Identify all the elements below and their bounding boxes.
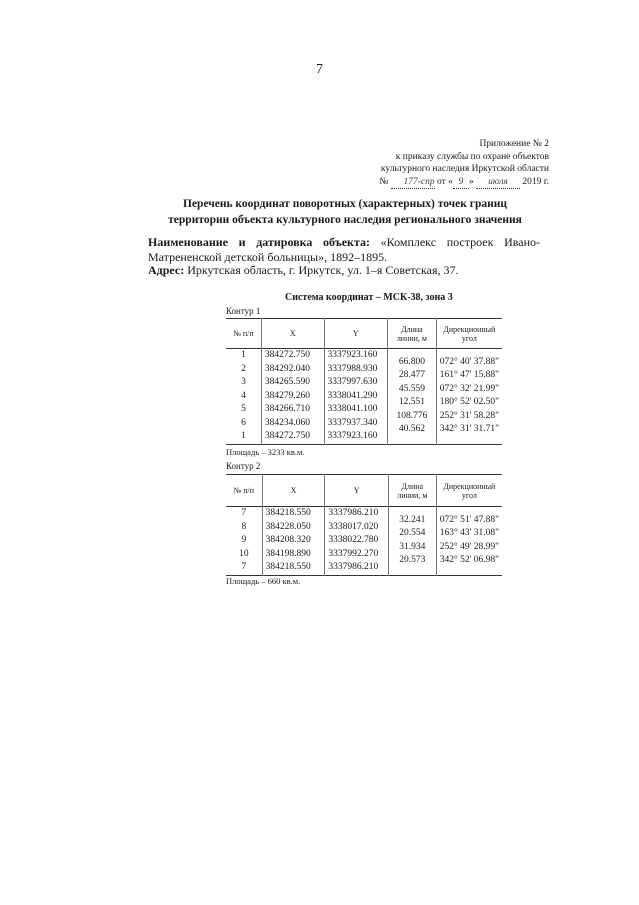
segment-angle: 072° 51' 47.88" bbox=[439, 514, 499, 525]
segment-length: 108.776 bbox=[396, 410, 428, 421]
segment-length: 31.934 bbox=[399, 541, 426, 552]
segment-angle: 342° 31' 31.71" bbox=[439, 424, 499, 434]
table-row: 4 384279.260 3338041.290 45.559 072° 32' 21.99" bbox=[226, 390, 502, 404]
segment-length: 20.573 bbox=[399, 555, 426, 565]
table-row: 8 384228.050 3338017.020 32.241 072° 51' 47.88" bbox=[226, 521, 502, 535]
contour-1-area: Площадь – 3233 кв.м. bbox=[226, 447, 305, 457]
table-row: 9 384208.320 3338022.780 20.554 163° 43' 31.08" bbox=[226, 534, 502, 548]
contour-2-table bbox=[226, 474, 502, 576]
col-angle-header: Дирекционный угол bbox=[443, 324, 496, 343]
object-value: «Комплекс построек Ивано-Матрененской детской больницы», 1892–1895. bbox=[148, 235, 541, 264]
appendix-title: Приложение № 2 bbox=[479, 139, 549, 149]
col-y-header: Y bbox=[324, 319, 388, 349]
object-name-block bbox=[148, 235, 540, 264]
col-angle-header: Дирекционный угол bbox=[443, 481, 496, 500]
appendix-line-service: культурного наследия Иркутской области bbox=[380, 164, 549, 174]
segment-angle: 072° 40' 37.88" bbox=[439, 356, 499, 367]
col-number-header: № п/п bbox=[226, 475, 262, 507]
segment-angle: 072° 32' 21.99" bbox=[439, 383, 499, 394]
table-row: 7 384218.550 3337986.210 bbox=[226, 507, 502, 521]
segment-angle: 161° 47' 15.88" bbox=[439, 370, 499, 380]
segment-length: 20.554 bbox=[399, 528, 426, 538]
page-number: 7 bbox=[316, 62, 323, 77]
table-row: 2 384292.040 3337988.930 66.800 072° 40' 37.88" bbox=[226, 363, 502, 377]
appendix-line-order: к приказу службы по охране объектов bbox=[395, 151, 549, 162]
coordinate-system-title: Система координат – МСК-38, зона 3 bbox=[285, 292, 453, 303]
segment-angle: 252° 31' 58.28" bbox=[439, 410, 499, 421]
table-row: 1 384272.750 3337923.160 bbox=[226, 349, 502, 363]
address-block bbox=[148, 263, 540, 278]
col-length-header: Длина линии, м bbox=[388, 475, 436, 507]
segment-length: 28.477 bbox=[398, 370, 425, 380]
order-year: 2019 г. bbox=[522, 176, 549, 187]
segment-length: 66.800 bbox=[398, 356, 425, 367]
segment-angle: 342° 52' 06.98" bbox=[439, 555, 499, 565]
segment-length: 32.241 bbox=[399, 514, 426, 525]
table-row: 1 384272.750 3337923.160 40.562 342° 31' 31.71" bbox=[226, 430, 502, 444]
table-row: 6 384234.060 3337937.340 108.776 252° 31' 58.28" bbox=[226, 417, 502, 431]
table-row: 7 384218.550 3337986.210 20.573 342° 52' 06.98" bbox=[226, 561, 502, 575]
segment-angle: 180° 52' 02.50" bbox=[439, 397, 499, 407]
table-row: 5 384266.710 3338041.100 12.551 180° 52' 02.50" bbox=[226, 403, 502, 417]
contour-1-table bbox=[226, 318, 502, 445]
col-x-header: X bbox=[261, 319, 324, 349]
segment-angle: 163° 43' 31.08" bbox=[439, 528, 499, 538]
contour-2-label: Контур 2 bbox=[226, 461, 261, 471]
contour-1-label: Контур 1 bbox=[226, 306, 261, 316]
address-label: Адрес: bbox=[148, 263, 185, 277]
appendix-order-number: № 177-спр от « 9 » июля 2019 г. bbox=[289, 176, 549, 190]
segment-angle: 252° 49' 28.99" bbox=[439, 541, 499, 552]
address-value: Иркутская область, г. Иркутск, ул. 1–я Советская, 37. bbox=[187, 263, 459, 277]
order-day: 9 bbox=[453, 176, 469, 190]
order-number-value: 177-спр bbox=[391, 176, 435, 190]
document-heading: Перечень координат поворотных (характерных) точек границ территории объекта культурного наследия регионального значения bbox=[168, 198, 522, 226]
col-x-header: X bbox=[262, 475, 325, 507]
order-month: июля bbox=[476, 176, 520, 190]
col-length-header: Длина линии, м bbox=[388, 319, 437, 349]
col-number-header: № п/п bbox=[226, 319, 261, 349]
segment-length: 40.562 bbox=[398, 424, 425, 434]
appendix-header bbox=[289, 138, 549, 189]
segment-length: 12.551 bbox=[398, 397, 425, 407]
table-row: 3 384265.590 3337997.630 28.477 161° 47' 15.88" bbox=[226, 376, 502, 390]
object-label: Наименование и датировка объекта: bbox=[148, 235, 371, 249]
contour-2-area: Площадь – 660 кв.м. bbox=[226, 576, 301, 586]
col-y-header: Y bbox=[325, 475, 389, 507]
segment-length: 45.559 bbox=[398, 383, 425, 394]
table-row: 10 384198.890 3337992.270 31.934 252° 49' 28.99" bbox=[226, 548, 502, 562]
